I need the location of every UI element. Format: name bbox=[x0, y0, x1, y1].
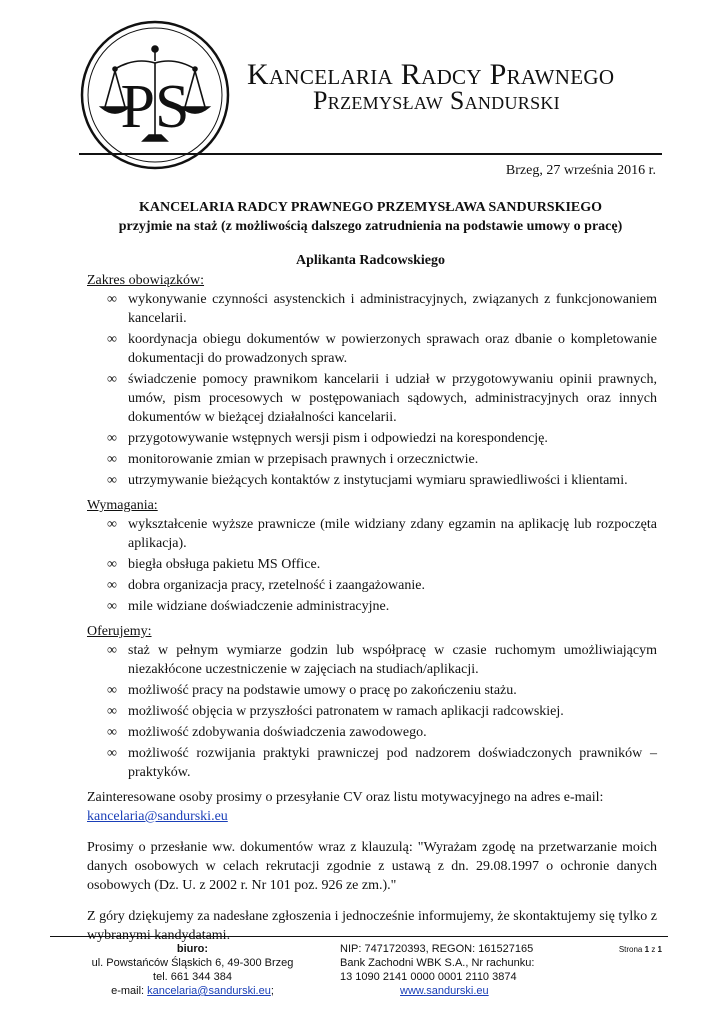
list-item: ∞ przygotowywanie wstępnych wersji pism i odpowiedzi na korespondencję. bbox=[107, 431, 548, 446]
logo-monogram: PS bbox=[120, 73, 190, 141]
requirements-heading: Wymagania: bbox=[87, 498, 158, 513]
footer-website-link[interactable]: www.sandurski.eu bbox=[400, 985, 489, 997]
contact-email-link[interactable]: kancelaria@sandurski.eu bbox=[87, 809, 228, 824]
infinity-bullet-icon: ∞ bbox=[107, 517, 117, 532]
firm-logo bbox=[79, 19, 231, 171]
infinity-bullet-icon: ∞ bbox=[107, 704, 117, 719]
list-item: ∞ staż w pełnym wymiarze godzin lub współpracę w czasie ruchomym umożliwiającym niezakłócone uczestniczenie w zajęciach na studiach/aplikacji. bbox=[107, 643, 657, 677]
footer-divider bbox=[50, 936, 668, 937]
header-divider bbox=[79, 153, 662, 155]
document-date: Brzeg, 27 września 2016 r. bbox=[505, 163, 656, 178]
infinity-bullet-icon: ∞ bbox=[107, 473, 117, 488]
firm-person-name: Przemysław Sandurski bbox=[313, 86, 560, 115]
infinity-bullet-icon: ∞ bbox=[107, 372, 117, 387]
page-number: Strona 1 z 1 bbox=[618, 945, 662, 954]
footer-nip-regon: NIP: 7471720393, REGON: 161527165 bbox=[340, 943, 534, 955]
footer-website-line bbox=[340, 984, 590, 998]
list-item: ∞ monitorowanie zmian w przepisach prawnych i orzecznictwie. bbox=[107, 452, 479, 467]
duties-heading: Zakres obowiązków: bbox=[87, 273, 205, 288]
footer-address: ul. Powstańców Śląskich 6, 49-300 Brzeg bbox=[91, 957, 294, 969]
infinity-bullet-icon: ∞ bbox=[107, 452, 117, 467]
footer-account: 13 1090 2141 0000 0001 2110 3874 bbox=[340, 971, 517, 983]
job-details bbox=[87, 271, 657, 957]
list-item: ∞ możliwość zdobywania doświadczenia zawodowego. bbox=[107, 725, 427, 740]
list-item: ∞ wykonywanie czynności asystenckich i administracyjnych, związanych z funkcjonowaniem kancelarii. bbox=[107, 292, 657, 326]
infinity-bullet-icon: ∞ bbox=[107, 725, 117, 740]
list-item: ∞ utrzymywanie bieżących kontaktów z instytucjami wymiaru sprawiedliwości i klientami. bbox=[107, 473, 628, 488]
list-item: ∞ możliwość objęcia w przyszłości patronatem w ramach aplikacji radcowskiej. bbox=[107, 704, 564, 719]
infinity-bullet-icon: ∞ bbox=[107, 292, 117, 307]
footer-office-label: biuro: bbox=[176, 943, 209, 955]
footer-email-link[interactable]: kancelaria@sandurski.eu bbox=[147, 985, 271, 997]
position-title: Aplikanta Radcowskiego bbox=[296, 253, 445, 268]
list-item: ∞ dobra organizacja pracy, rzetelność i zaangażowanie. bbox=[107, 578, 425, 593]
offer-heading: Oferujemy: bbox=[87, 624, 152, 639]
footer-office bbox=[60, 942, 325, 998]
list-item: ∞ możliwość rozwijania praktyki prawniczej pod nadzorem doświadczonych prawników – praktyków. bbox=[107, 746, 657, 780]
footer-bank: Bank Zachodni WBK S.A., Nr rachunku: bbox=[340, 957, 535, 969]
footer-company-info bbox=[340, 942, 590, 998]
list-item: ∞ mile widziane doświadczenie administracyjne. bbox=[107, 599, 390, 614]
offer-line: przyjmie na staż (z możliwością dalszego zatrudnienia na podstawie umowy o pracę) bbox=[118, 219, 623, 234]
infinity-bullet-icon: ∞ bbox=[107, 332, 117, 347]
list-item: ∞ wykształcenie wyższe prawnicze (mile widziany zdany egzamin na aplikację lub rozpoczęta aplikacja). bbox=[107, 517, 657, 551]
infinity-bullet-icon: ∞ bbox=[107, 599, 117, 614]
infinity-bullet-icon: ∞ bbox=[107, 683, 117, 698]
infinity-bullet-icon: ∞ bbox=[107, 557, 117, 572]
infinity-bullet-icon: ∞ bbox=[107, 643, 117, 658]
list-item: ∞ koordynacja obiegu dokumentów w powierzonych sprawach oraz dbanie o kompletowanie dokumentacji do prowadzonych spraw. bbox=[107, 332, 657, 366]
infinity-bullet-icon: ∞ bbox=[107, 431, 117, 446]
consent-clause: Prosimy o przesłanie ww. dokumentów wraz z klauzulą: "Wyrażam zgodę na przetwarzanie moich danych osobowych w celach rekrutacji zgodnie z ustawą z dn. 29.08.1997 o ochronie danych osobowych (Dz. U. z 2002 r. Nr 101 poz. 926 ze zm.)." bbox=[87, 840, 657, 893]
requirements-list bbox=[87, 515, 657, 616]
duties-list bbox=[87, 290, 657, 490]
firm-title-caps: KANCELARIA RADCY PRAWNEGO PRZEMYSŁAWA SANDURSKIEGO bbox=[138, 200, 603, 215]
list-item: ∞ biegła obsługa pakietu MS Office. bbox=[107, 557, 321, 572]
offer-list bbox=[87, 641, 657, 782]
infinity-bullet-icon: ∞ bbox=[107, 746, 117, 761]
firm-name: Kancelaria Radcy Prawnego bbox=[247, 58, 615, 91]
list-item: ∞ możliwość pracy na podstawie umowy o pracę po zakończeniu stażu. bbox=[107, 683, 517, 698]
closing-note: Z góry dziękujemy za nadesłane zgłoszenia i jednocześnie informujemy, że skontaktujemy się tylko z wybranymi kandydatami. bbox=[87, 909, 657, 943]
infinity-bullet-icon: ∞ bbox=[107, 578, 117, 593]
footer-email-line: e-mail: kancelaria@sandurski.eu; bbox=[111, 985, 274, 997]
application-instructions: Zainteresowane osoby prosimy o przesyłanie CV oraz listu motywacyjnego na adres e-mail: kancelaria@sandurski.eu bbox=[87, 790, 604, 824]
footer-phone: tel. 661 344 384 bbox=[153, 971, 232, 983]
list-item: ∞ świadczenie pomocy prawnikom kancelarii i udział w przygotowywaniu opinii prawnych, umów, pism procesowych w postępowaniach sądowych, administracyjnych oraz innych dokumentów w bieżącej działalności kancelarii. bbox=[107, 372, 657, 425]
